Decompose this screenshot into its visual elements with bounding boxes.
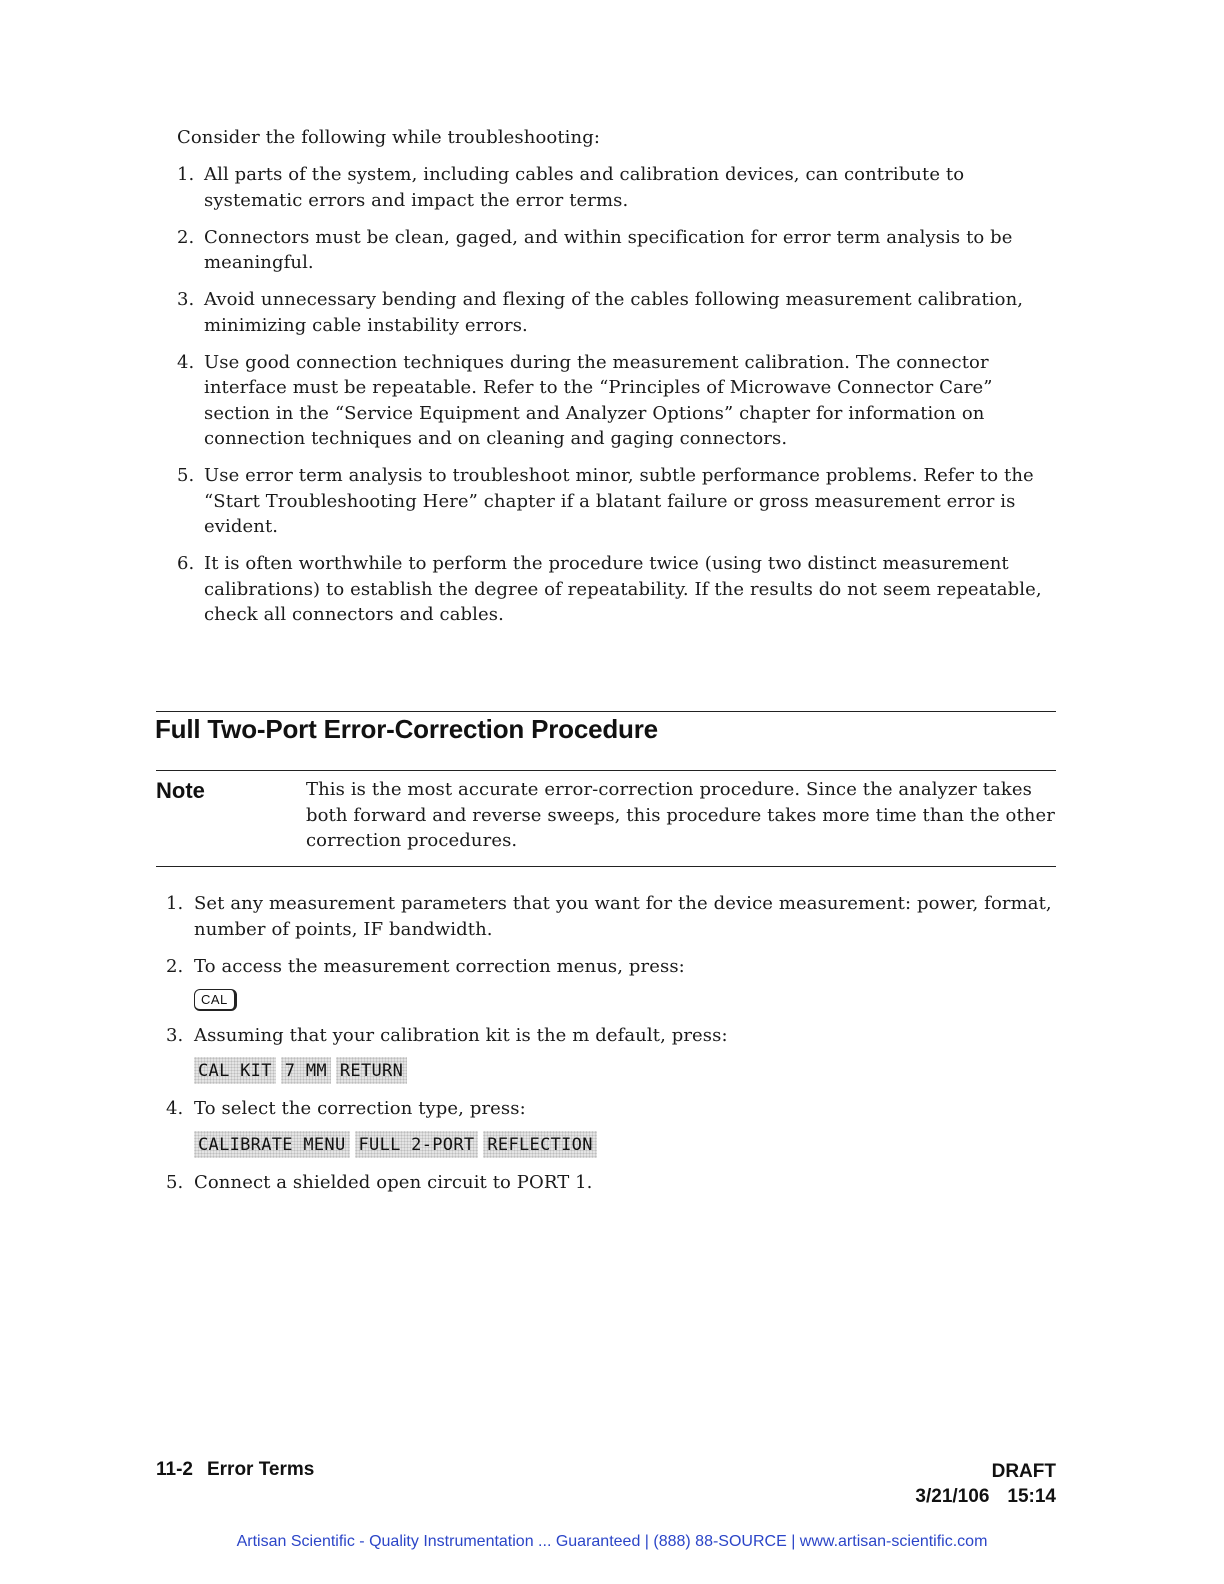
7mm-softkey[interactable]: 7 MM — [281, 1057, 331, 1084]
key-sequence — [194, 989, 1056, 1011]
step-number: 5. — [166, 1171, 184, 1193]
cal-hardkey[interactable]: CAL — [194, 989, 237, 1011]
footer-right — [915, 1459, 1056, 1509]
list-item-number: 3. — [177, 289, 195, 310]
list-item — [177, 225, 1057, 276]
note-rule-top — [156, 770, 1056, 771]
list-item-text: Connectors must be clean, gaged, and within specification for error term analysis to be meaningful. — [204, 226, 1013, 273]
reflection-softkey[interactable]: REFLECTION — [483, 1131, 596, 1158]
note-text: This is the most accurate error-correction procedure. Since the analyzer takes both forward and reverse sweeps, this procedure takes more time than the other correction procedures. — [306, 779, 1055, 851]
list-item-text: It is often worthwhile to perform the procedure twice (using two distinct measurement calibrations) to establish the degree of repeatability. If the results do not seem repeatable, check all connectors and cables. — [204, 553, 1042, 625]
calibrate-menu-softkey[interactable]: CALIBRATE MENU — [194, 1131, 350, 1158]
list-item-number: 2. — [177, 226, 195, 248]
procedure-step — [166, 954, 1056, 1011]
list-item — [177, 350, 1057, 452]
step-text: Set any measurement parameters that you want for the device measurement: power, format, number of points, IF bandwidth. — [194, 893, 1052, 940]
draft-date: 3/21/106 — [915, 1486, 990, 1507]
list-item-text: Avoid unnecessary bending and flexing of the cables following measurement calibration, minimizing cable instability errors. — [204, 289, 1024, 336]
list-item-text: All parts of the system, including cables and calibration devices, can contribute to systematic errors and impact the error terms. — [204, 164, 965, 211]
step-text: Connect a shielded open circuit to PORT 1. — [194, 1171, 593, 1193]
step-text: Assuming that your calibration kit is the m default, press: — [194, 1024, 728, 1046]
step-number: 2. — [166, 956, 184, 977]
draft-status: DRAFT — [991, 1461, 1056, 1482]
procedure-step — [166, 891, 1056, 942]
step-number: 3. — [166, 1024, 184, 1046]
list-item — [177, 463, 1057, 540]
softkey-sequence — [194, 1131, 1056, 1158]
page-number: 11-2 — [156, 1459, 193, 1480]
procedure-step — [166, 1096, 1056, 1158]
list-item-text: Use good connection techniques during the measurement calibration. The connector interface must be repeatable. Refer to the “Principles of Microwave Connector Care” section in the “Service Equipment and Analyzer Options” chapter for information on connection techniques and on cleaning and gaging connectors. — [204, 351, 993, 449]
step-text: To select the correction type, press: — [194, 1098, 526, 1119]
draft-time: 15:14 — [1007, 1486, 1056, 1507]
list-item-number: 1. — [177, 164, 195, 185]
troubleshooting-list — [177, 162, 1057, 639]
section-title: Full Two-Port Error-Correction Procedure — [155, 714, 658, 744]
procedure-list — [166, 891, 1056, 1207]
intro-paragraph: Consider the following while troubleshooting: — [177, 127, 601, 148]
source-banner-link[interactable]: Artisan Scientific - Quality Instrumentation ... Guaranteed | (888) 88-SOURCE | www.artisan-scientific.com — [236, 1533, 988, 1550]
section-rule-top — [156, 711, 1056, 712]
full-2-port-softkey[interactable]: FULL 2-PORT — [355, 1131, 479, 1158]
list-item-number: 5. — [177, 465, 195, 486]
procedure-step — [166, 1170, 1056, 1196]
cal-kit-softkey[interactable]: CAL KIT — [194, 1057, 276, 1084]
step-text: To access the measurement correction menus, press: — [194, 956, 685, 977]
return-softkey[interactable]: RETURN — [336, 1057, 407, 1084]
list-item — [177, 162, 1057, 213]
list-item-number: 4. — [177, 351, 195, 373]
chapter-title: Error Terms — [206, 1459, 315, 1480]
list-item-number: 6. — [177, 553, 195, 574]
step-number: 4. — [166, 1098, 184, 1119]
note-label: Note — [156, 778, 205, 803]
procedure-step — [166, 1023, 1056, 1085]
footer-left — [156, 1459, 314, 1481]
softkey-sequence — [194, 1057, 1056, 1084]
list-item-text: Use error term analysis to troubleshoot minor, subtle performance problems. Refer to the “Start Troubleshooting Here” chapter if a blatant failure or gross measurement error is evident. — [204, 465, 1034, 537]
step-number: 1. — [166, 893, 184, 914]
list-item — [177, 287, 1057, 338]
list-item — [177, 551, 1057, 628]
note-rule-bottom — [156, 866, 1056, 867]
